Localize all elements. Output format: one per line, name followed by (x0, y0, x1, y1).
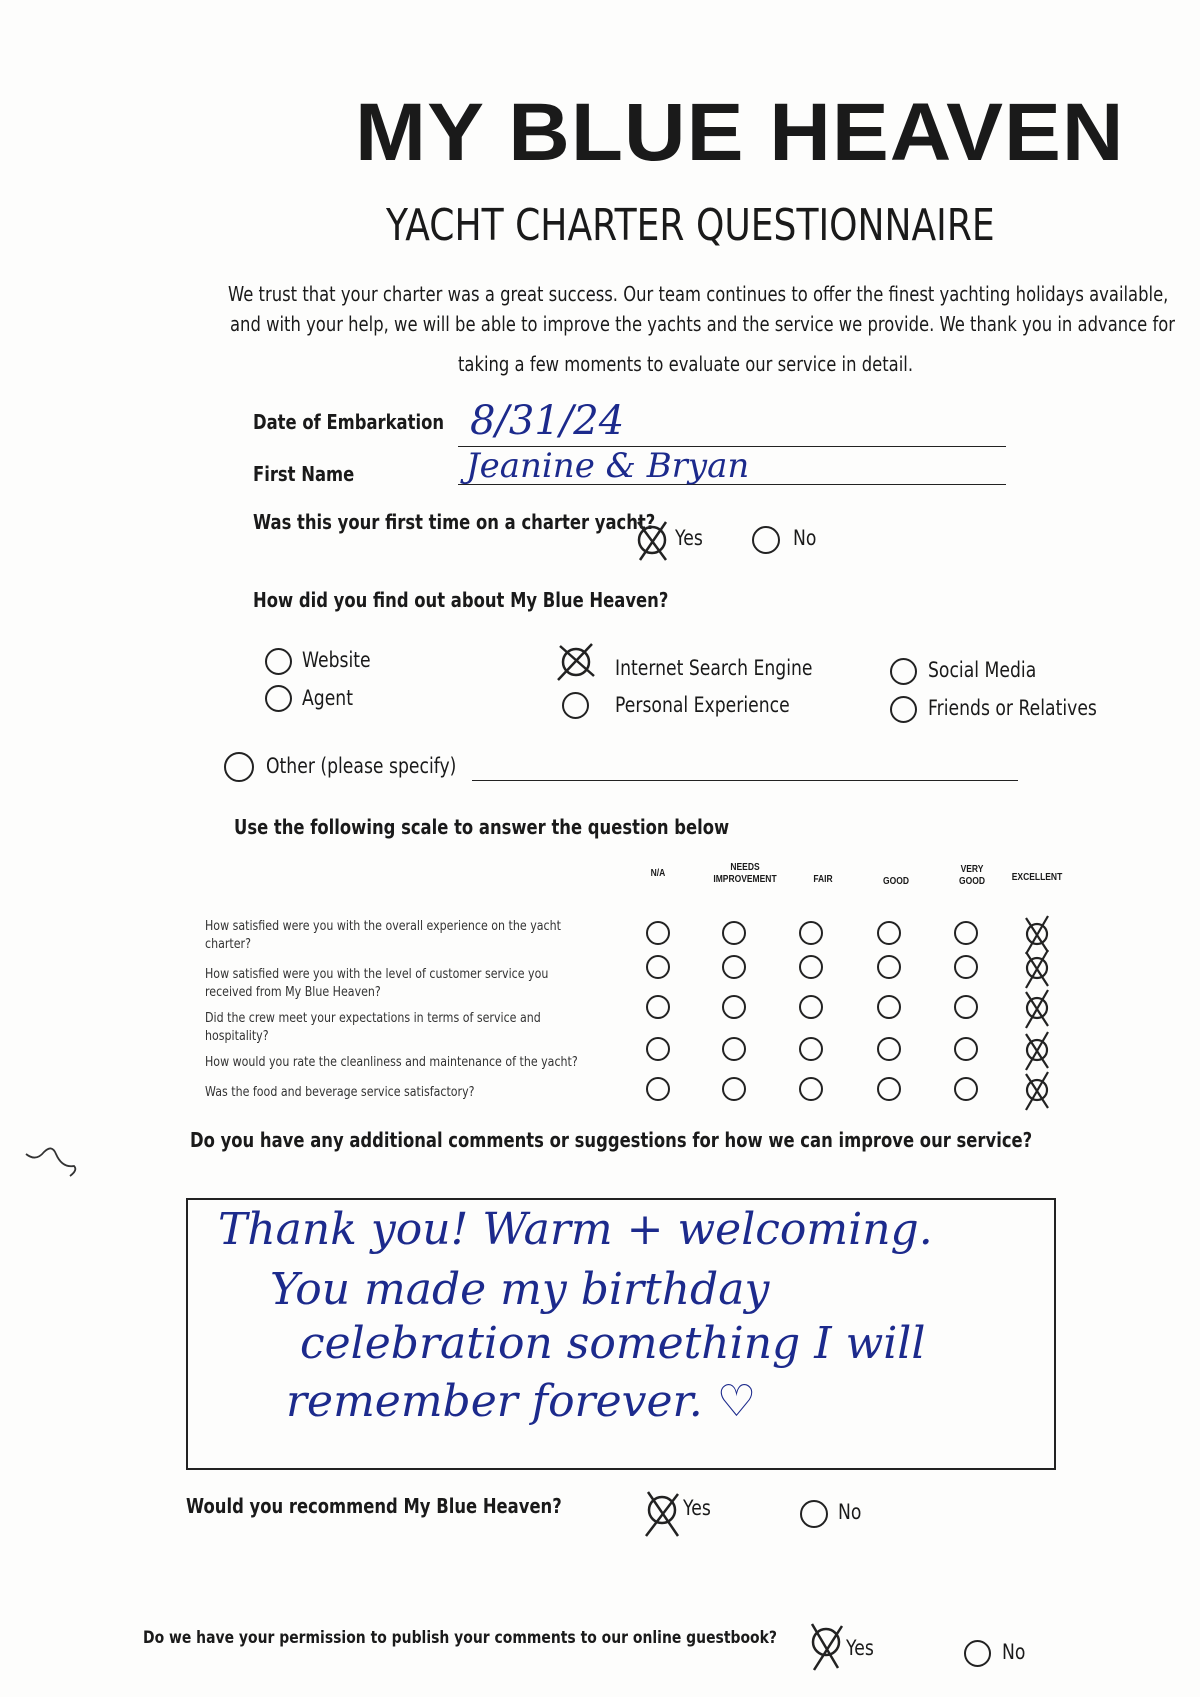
scale-col-needs-improvement: NEEDS IMPROVEMENT (713, 862, 777, 885)
comment-line-3: celebration something I will (300, 1318, 926, 1369)
rating-q4-na-radio[interactable] (646, 1037, 670, 1061)
source-search-engine-checked[interactable] (554, 642, 598, 682)
rating-q3-na-radio[interactable] (646, 995, 670, 1019)
comment-line-4: remember forever. ♡ (286, 1376, 757, 1427)
rating-q5-na-radio[interactable] (646, 1077, 670, 1101)
first-time-yes-checked[interactable] (632, 516, 672, 564)
rating-q3-excellent-checked[interactable] (1022, 986, 1052, 1030)
recommend-no-radio[interactable] (800, 1500, 828, 1528)
source-other-radio[interactable] (224, 752, 254, 782)
scale-col-good: GOOD (883, 876, 909, 887)
rating-q2-fair-radio[interactable] (799, 955, 823, 979)
scale-question-1-line1: How satisfied were you with the overall experience on the yacht (205, 919, 561, 934)
recommend-question: Would you recommend My Blue Heaven? (186, 1494, 562, 1518)
rating-q5-fair-radio[interactable] (799, 1077, 823, 1101)
scale-heading: Use the following scale to answer the question below (234, 815, 730, 839)
source-social-media-radio[interactable] (890, 658, 917, 685)
scale-question-3-line2: hospitality? (205, 1029, 269, 1044)
source-agent-radio[interactable] (265, 685, 292, 712)
first-time-no-label: No (793, 526, 817, 550)
scale-question-5-line1: Was the food and beverage service satisfactory? (205, 1085, 475, 1100)
source-other-label: Other (please specify) (266, 754, 457, 778)
scale-col-fair: FAIR (813, 874, 833, 885)
comment-line-2: You made my birthday (270, 1264, 770, 1315)
source-friends-label: Friends or Relatives (928, 696, 1097, 720)
first-time-question: Was this your first time on a charter yacht? (253, 510, 656, 534)
comments-question: Do you have any additional comments or suggestions for how we can improve our service? (190, 1128, 1033, 1152)
rating-q3-fair-radio[interactable] (799, 995, 823, 1019)
date-label: Date of Embarkation (253, 410, 445, 434)
source-social-media-label: Social Media (928, 658, 1037, 682)
source-personal-experience-label: Personal Experience (615, 693, 790, 717)
rating-q2-needs-improvement-radio[interactable] (722, 955, 746, 979)
source-agent-label: Agent (302, 686, 353, 710)
rating-q1-na-radio[interactable] (646, 921, 670, 945)
rating-q4-excellent-checked[interactable] (1022, 1028, 1052, 1072)
rating-q5-excellent-checked[interactable] (1022, 1068, 1052, 1112)
rating-q2-excellent-checked[interactable] (1022, 946, 1052, 990)
rating-q2-good-radio[interactable] (877, 955, 901, 979)
rating-q1-good-radio[interactable] (877, 921, 901, 945)
first-time-no-radio[interactable] (752, 526, 780, 554)
publish-no-label: No (1002, 1640, 1026, 1664)
rating-q4-good-radio[interactable] (877, 1037, 901, 1061)
comment-line-1: Thank you! Warm + welcoming. (218, 1204, 933, 1255)
source-website-label: Website (302, 648, 371, 672)
scale-question-3-line1: Did the crew meet your expectations in terms of service and (205, 1011, 541, 1026)
source-personal-experience-radio[interactable] (562, 692, 589, 719)
first-time-yes-label: Yes (675, 526, 703, 550)
scale-question-4-line1: How would you rate the cleanliness and maintenance of the yacht? (205, 1055, 578, 1070)
source-search-engine-label: Internet Search Engine (615, 656, 813, 680)
first-name-field[interactable]: Jeanine & Bryan (466, 446, 750, 486)
first-name-label: First Name (253, 462, 355, 486)
rating-q5-very-good-radio[interactable] (954, 1077, 978, 1101)
form-title: MY BLUE HEAVEN (355, 87, 1125, 178)
publish-question: Do we have your permission to publish your comments to our online guestbook? (143, 1628, 778, 1648)
publish-yes-label: Yes (846, 1636, 874, 1660)
scale-col-na: N/A (650, 868, 666, 879)
intro-line-3: taking a few moments to evaluate our service in detail. (458, 352, 914, 376)
recommend-no-label: No (838, 1500, 862, 1524)
rating-q4-fair-radio[interactable] (799, 1037, 823, 1061)
intro-line-2: and with your help, we will be able to improve the yachts and the service we provide. We thank you in advance for (230, 312, 1176, 336)
recommend-yes-label: Yes (683, 1496, 711, 1520)
scale-col-excellent: EXCELLENT (1011, 872, 1063, 883)
rating-q5-good-radio[interactable] (877, 1077, 901, 1101)
rating-q4-needs-improvement-radio[interactable] (722, 1037, 746, 1061)
rating-q4-very-good-radio[interactable] (954, 1037, 978, 1061)
rating-q1-needs-improvement-radio[interactable] (722, 921, 746, 945)
rating-q1-fair-radio[interactable] (799, 921, 823, 945)
scale-col-very-good: VERY GOOD (959, 864, 985, 887)
scale-question-1-line2: charter? (205, 937, 251, 952)
source-friends-radio[interactable] (890, 696, 917, 723)
scale-question-2-line1: How satisfied were you with the level of customer service you (205, 967, 549, 982)
rating-q2-na-radio[interactable] (646, 955, 670, 979)
date-field[interactable]: 8/31/24 (470, 398, 625, 444)
publish-no-radio[interactable] (964, 1640, 991, 1667)
margin-scribble (22, 1140, 82, 1180)
rating-q3-needs-improvement-radio[interactable] (722, 995, 746, 1019)
rating-q2-very-good-radio[interactable] (954, 955, 978, 979)
source-question: How did you find out about My Blue Heaven? (253, 588, 669, 612)
form-subtitle: YACHT CHARTER QUESTIONNAIRE (386, 200, 995, 251)
rating-q5-needs-improvement-radio[interactable] (722, 1077, 746, 1101)
scale-question-2-line2: received from My Blue Heaven? (205, 985, 381, 1000)
intro-line-1: We trust that your charter was a great success. Our team continues to offer the finest yachting holidays available, (228, 282, 1169, 306)
recommend-yes-checked[interactable] (640, 1486, 684, 1542)
publish-yes-checked[interactable] (804, 1620, 848, 1674)
source-other-field[interactable] (472, 780, 1018, 781)
rating-q3-very-good-radio[interactable] (954, 995, 978, 1019)
source-website-radio[interactable] (265, 648, 292, 675)
rating-q3-good-radio[interactable] (877, 995, 901, 1019)
rating-q1-very-good-radio[interactable] (954, 921, 978, 945)
